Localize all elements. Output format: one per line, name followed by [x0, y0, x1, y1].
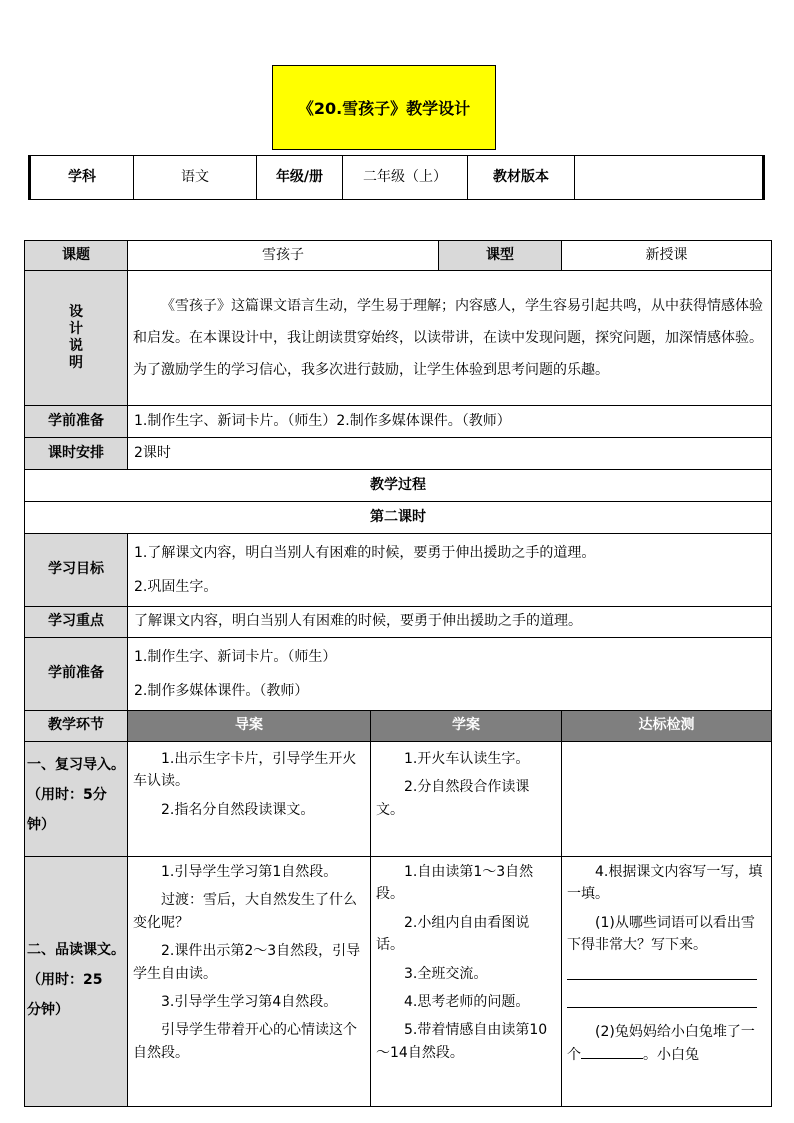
stage-name-line: （用时：5分 — [27, 787, 107, 803]
learn-item: 4.思考老师的问题。 — [404, 993, 530, 1010]
hours-text: 2课时 — [128, 438, 772, 470]
design-label-char: 计 — [69, 321, 83, 338]
subject-value: 语文 — [134, 156, 257, 200]
col-header-check: 达标检测 — [562, 711, 772, 742]
learn-item: 1.开火车认读生字。 — [404, 751, 530, 767]
design-text: 《雪孩子》这篇课文语言生动，学生易于理解；内容感人，学生容易引起共鸣，从中获得情感体验和启发。在本课设计中，我让朗读贯穿始终，以读带讲，在读中发现问题，探究问题，加深情感体验。为了激励学生的学习信心，我多次进行鼓励，让学生体验到思考问题的乐趣。 — [128, 271, 772, 406]
design-label-char: 说 — [69, 338, 83, 354]
design-label-char: 设 — [69, 304, 83, 321]
document-title-text: 《20.雪孩子》教学设计 — [297, 99, 471, 118]
design-label — [25, 271, 128, 406]
col-header-learn: 学案 — [371, 711, 562, 742]
answer-line — [567, 965, 766, 987]
learn-cell — [371, 742, 562, 857]
stage-name-line: （用时：25 — [27, 972, 103, 988]
check-item: (1)从哪些词语可以看出雪下得非常大？写下来。 — [567, 914, 755, 954]
learn-item: 1.自由读第1～3自然段。 — [376, 864, 534, 903]
check-cell — [562, 742, 772, 857]
guide-item: 3.引导学生学习第4自然段。 — [161, 993, 338, 1010]
process-title: 教学过程 — [25, 470, 772, 502]
edition-value — [575, 156, 764, 200]
grade-value: 二年级（上） — [343, 156, 468, 200]
hours-label: 课时安排 — [25, 438, 128, 470]
stage-name — [25, 857, 128, 1107]
learn-item: 2.分自然段合作读课文。 — [376, 779, 530, 818]
guide-cell — [128, 857, 371, 1107]
topic-value: 雪孩子 — [128, 241, 439, 271]
type-value: 新授课 — [562, 241, 772, 271]
col-header-stage: 教学环节 — [25, 711, 128, 742]
guide-item: 1.出示生字卡片，引导学生开火车认读。 — [133, 751, 357, 790]
check-item: 4.根据课文内容写一写，填一填。 — [567, 864, 763, 903]
stage-name-line: 一、复习导入。 — [27, 757, 125, 773]
check-item-text: (2)兔妈妈给小白兔堆了一个 — [567, 1024, 755, 1063]
prep2-label: 学前准备 — [25, 638, 128, 711]
stage-name-line: 钟） — [27, 817, 55, 833]
grade-label: 年级/册 — [257, 156, 343, 200]
stage-name-line: 二、品读课文。 — [27, 942, 125, 958]
guide-cell — [128, 742, 371, 857]
goal-item: 2.巩固生字。 — [134, 579, 218, 595]
prep-text: 1.制作生字、新词卡片。（师生）2.制作多媒体课件。（教师） — [128, 406, 772, 438]
prep2-cell — [128, 638, 772, 711]
learn-cell — [371, 857, 562, 1107]
prep-label: 学前准备 — [25, 406, 128, 438]
learn-item: 3.全班交流。 — [404, 965, 488, 982]
prep2-item: 1.制作生字、新词卡片。（师生） — [134, 649, 337, 665]
answer-line — [567, 993, 766, 1015]
goal-item: 1.了解课文内容，明白当别人有困难的时候，要勇于伸出援助之手的道理。 — [134, 545, 596, 561]
check-item — [567, 1021, 766, 1066]
guide-item: 1.引导学生学习第1自然段。 — [161, 864, 338, 880]
learn-item: 5.带着情感自由读第10～14自然段。 — [376, 1022, 548, 1061]
col-header-guide: 导案 — [128, 711, 371, 742]
guide-item: 过渡：雪后，大自然发生了什么变化呢？ — [133, 892, 357, 931]
focus-label: 学习重点 — [25, 607, 128, 638]
check-item-text: 。小白兔 — [643, 1046, 700, 1063]
lesson-plan-table — [24, 240, 772, 1107]
guide-item: 2.课件出示第2～3自然段，引导学生自由读。 — [133, 943, 361, 982]
topic-label: 课题 — [25, 241, 128, 271]
prep2-item: 2.制作多媒体课件。（教师） — [134, 683, 309, 699]
stage-name-line: 分钟） — [27, 1002, 69, 1018]
learn-item: 2.小组内自由看图说话。 — [376, 914, 530, 954]
subject-label: 学科 — [30, 156, 134, 200]
goals-label: 学习目标 — [25, 534, 128, 607]
guide-item: 2.指名分自然段读课文。 — [161, 801, 315, 818]
check-cell — [562, 857, 772, 1107]
lesson-title: 第二课时 — [25, 502, 772, 534]
type-label: 课型 — [439, 241, 562, 271]
design-label-char: 明 — [69, 354, 83, 371]
document-title — [272, 65, 496, 150]
focus-text: 了解课文内容，明白当别人有困难的时候，要勇于伸出援助之手的道理。 — [128, 607, 772, 638]
guide-item: 引导学生带着开心的心情读这个自然段。 — [133, 1022, 357, 1061]
stage-name — [25, 742, 128, 857]
edition-label: 教材版本 — [468, 156, 575, 200]
info-table — [28, 155, 765, 200]
goals-cell — [128, 534, 772, 607]
